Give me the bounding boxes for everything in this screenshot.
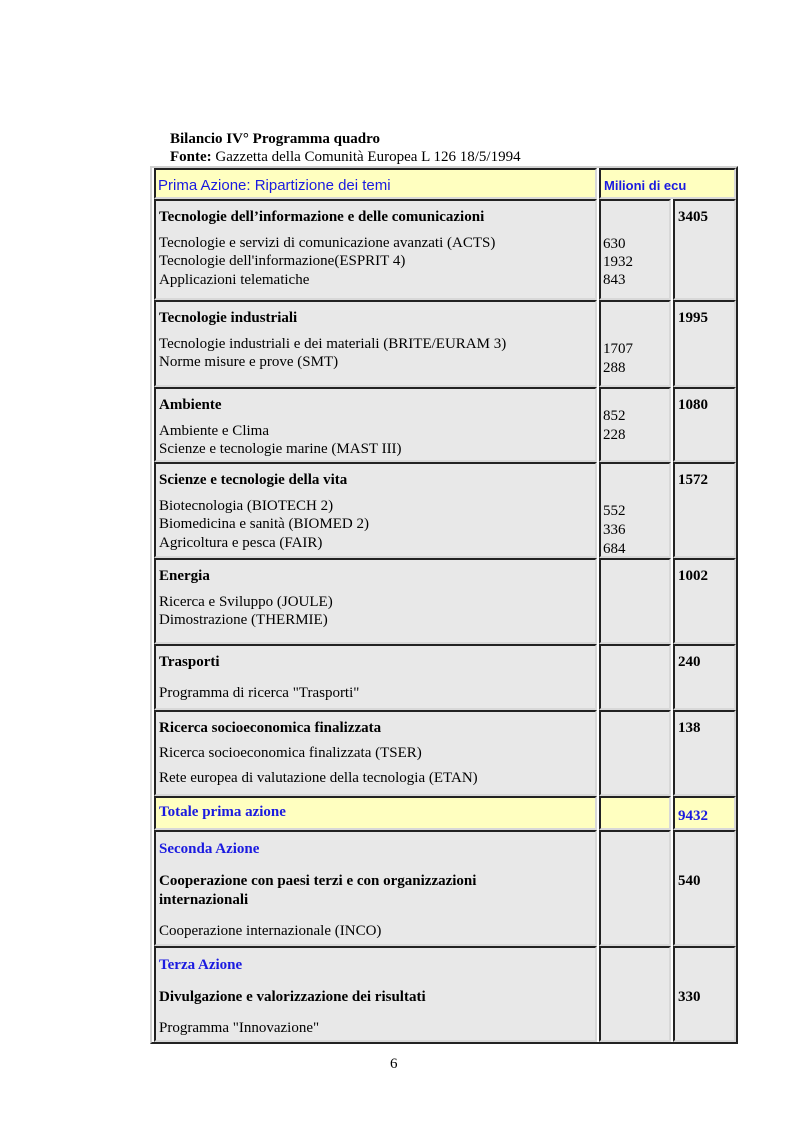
second-action-heading: Seconda Azione <box>159 841 260 857</box>
total-row <box>152 796 736 830</box>
item-label: Ambiente e Clima <box>159 423 269 439</box>
item-label: Norme misure e prove (SMT) <box>159 354 339 370</box>
heading-title: Bilancio IV° Programma quadro <box>170 131 381 147</box>
item-label: Biotecnologia (BIOTECH 2) <box>159 498 334 514</box>
item-value: 552 <box>603 503 626 519</box>
item-label: Dimostrazione (THERMIE) <box>159 612 328 628</box>
item-label: Tecnologie e servizi di comunicazione avanzati (ACTS) <box>159 235 496 251</box>
item-value: 1932 <box>603 254 633 270</box>
table-row <box>152 644 736 710</box>
table-row <box>152 462 736 558</box>
page-number: 6 <box>390 1056 398 1072</box>
section-title: Ricerca socioeconomica finalizzata <box>159 720 382 736</box>
table-row <box>152 199 736 300</box>
document-heading <box>170 130 521 166</box>
grand-total: 9432 <box>678 808 708 824</box>
item-label: Applicazioni telematiche <box>159 272 310 288</box>
second-action-title-line2: internazionali <box>159 892 249 908</box>
table-row-third-action <box>152 946 736 1042</box>
item-value: 843 <box>603 272 626 288</box>
item-label: Rete europea di valutazione della tecnologia (ETAN) <box>159 770 478 786</box>
item-value: 288 <box>603 360 626 376</box>
item-value: 228 <box>603 427 626 443</box>
second-action-title-line1: Cooperazione con paesi terzi e con organizzazioni <box>159 873 477 889</box>
section-total: 1572 <box>678 472 708 488</box>
section-total: 1002 <box>678 568 708 584</box>
item-label: Scienze e tecnologie marine (MAST III) <box>159 441 402 457</box>
table-row <box>152 558 736 644</box>
third-action-item: Programma "Innovazione" <box>159 1020 320 1036</box>
item-label: Tecnologie dell'informazione(ESPRIT 4) <box>159 253 406 269</box>
item-label: Biomedicina e sanità (BIOMED 2) <box>159 516 369 532</box>
source-text: Gazzetta della Comunità Europea L 126 18/5/1994 <box>215 149 521 165</box>
header-col1: Prima Azione: Ripartizione dei temi <box>158 177 391 194</box>
third-action-total: 330 <box>678 989 701 1005</box>
budget-table <box>150 166 738 1044</box>
section-title: Tecnologie industriali <box>159 310 298 326</box>
section-title: Trasporti <box>159 654 220 670</box>
item-value: 684 <box>603 541 626 557</box>
item-value: 630 <box>603 236 626 252</box>
item-label: Ricerca e Sviluppo (JOULE) <box>159 594 333 610</box>
total-label: Totale prima azione <box>159 804 286 820</box>
source-label: Fonte: <box>170 149 212 165</box>
table-row <box>152 300 736 387</box>
section-total: 138 <box>678 720 701 736</box>
section-title: Energia <box>159 568 210 584</box>
second-action-item: Cooperazione internazionale (INCO) <box>159 923 382 939</box>
section-title: Scienze e tecnologie della vita <box>159 472 348 488</box>
item-label: Tecnologie industriali e dei materiali (BRITE/EURAM 3) <box>159 336 507 352</box>
table-header-row <box>152 168 736 199</box>
second-action-total: 540 <box>678 873 701 889</box>
item-value: 852 <box>603 408 626 424</box>
table-row <box>152 387 736 462</box>
table-row <box>152 710 736 796</box>
third-action-heading: Terza Azione <box>159 957 243 973</box>
section-title: Tecnologie dell’informazione e delle comunicazioni <box>159 209 485 225</box>
header-col2: Milioni di ecu <box>604 178 687 193</box>
item-label: Ricerca socioeconomica finalizzata (TSER) <box>159 745 422 761</box>
item-value: 336 <box>603 522 626 538</box>
item-value: 1707 <box>603 341 633 357</box>
section-total: 1995 <box>678 310 708 326</box>
item-label: Programma di ricerca "Trasporti" <box>159 685 360 701</box>
item-label: Agricoltura e pesca (FAIR) <box>159 535 323 551</box>
table-row-second-action <box>152 830 736 946</box>
section-title: Ambiente <box>159 397 222 413</box>
section-total: 240 <box>678 654 701 670</box>
third-action-title: Divulgazione e valorizzazione dei risultati <box>159 989 426 1005</box>
section-total: 3405 <box>678 209 708 225</box>
section-total: 1080 <box>678 397 708 413</box>
